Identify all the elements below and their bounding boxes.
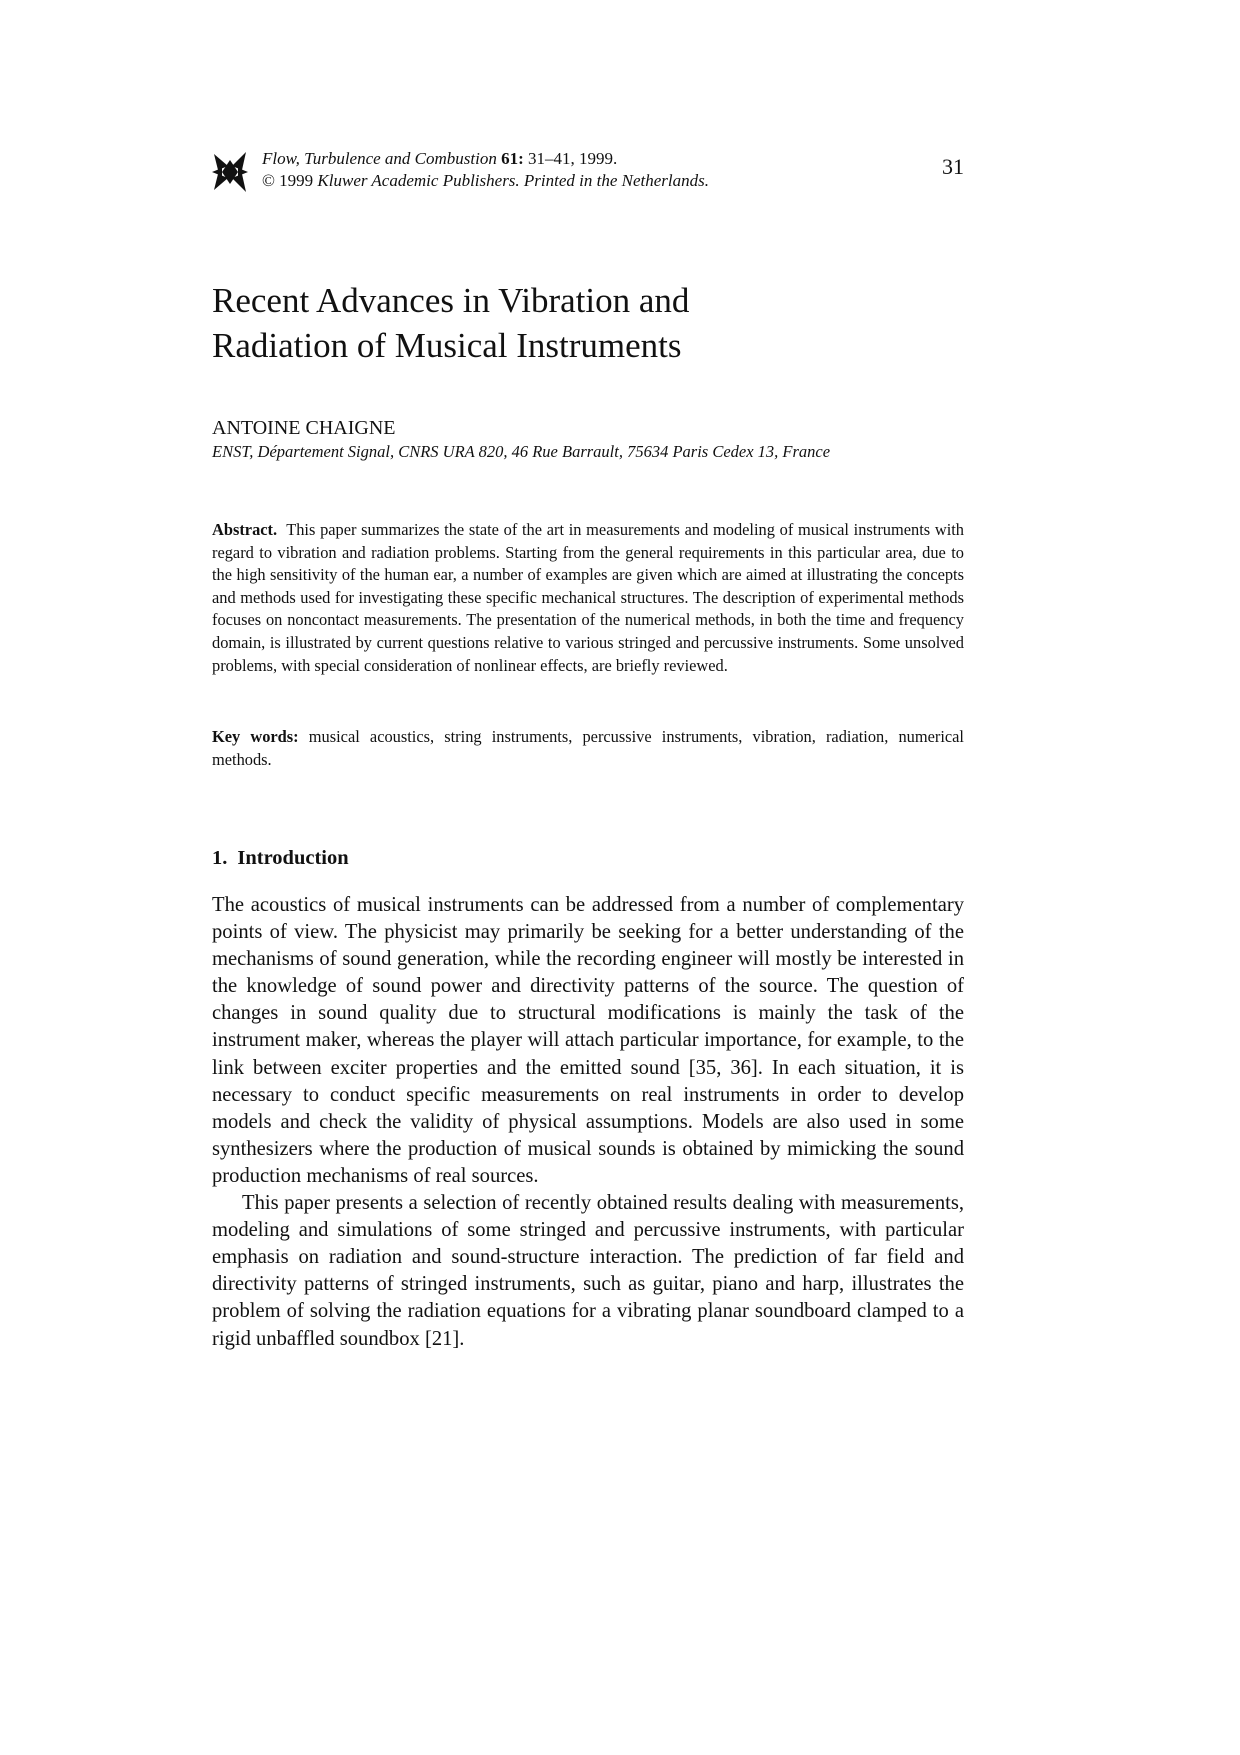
keywords [212,726,964,771]
section-title: Introduction [237,847,349,869]
copyright-year: 1999 [279,171,314,190]
journal-citation [262,148,709,192]
publisher-logo-icon [212,150,248,194]
section-heading [212,847,349,870]
journal-header [212,148,964,198]
journal-name: Flow, Turbulence and Combustion [262,149,497,168]
abstract-label: Abstract. [212,520,278,539]
author-name: ANTOINE CHAIGNE [212,417,396,439]
page-number: 31 [942,154,964,179]
paragraph: This paper presents a selection of recently obtained results dealing with measurements, modeling and simulations of some stringed and percussive instruments, with particular emphasis on radiation and sound-structure interaction. The prediction of far field and directivity patterns of stringed instruments, such as guitar, piano and harp, illustrates the problem of solving the radiation equations for a vibrating planar soundboard clamped to a rigid unbaffled soundbox [21]. [212,1192,964,1350]
section-number: 1. [212,847,228,869]
journal-line [262,148,709,170]
title-line-1: Recent Advances in Vibration and [212,281,690,320]
keywords-label: Key words: [212,727,299,746]
paper-title [212,278,972,368]
abstract-text: This paper summarizes the state of the art in measurements and modeling of musical instruments with regard to vibration and radiation problems. Starting from the general requirements in this particular area, due to the high sensitivity of the human ear, a number of examples are given which are aimed at illustrating the concepts and methods used for investigating these specific mechanical structures. The description of experimental methods focuses on noncontact measurements. The presentation of the numerical methods, in both the time and frequency domain, is illustrated by current questions relative to various stringed and percussive instruments. Some unsolved problems, with special consideration of nonlinear effects, are briefly reviewed. [212,520,964,675]
keywords-text: musical acoustics, string instruments, percussive instruments, vibration, radiation, numerical methods. [212,727,964,769]
journal-pages: 31–41, 1999. [528,149,618,168]
journal-volume: 61: [501,149,524,168]
author-affiliation: ENST, Département Signal, CNRS URA 820, 46 Rue Barrault, 75634 Paris Cedex 13, France [212,442,831,461]
introduction-body [212,892,964,1353]
title-line-2: Radiation of Musical Instruments [212,326,682,365]
printed-location: Printed in the Netherlands. [523,171,710,190]
paragraph: The acoustics of musical instruments can be addressed from a number of complementary points of view. The physicist may primarily be seeking for a better understanding of the mechanisms of sound generation, while the recording engineer will mostly be interested in the knowledge of sound power and directivity patterns of the source. The question of changes in sound quality due to structural modifications is mainly the task of the instrument maker, whereas the player will attach particular importance, for example, to the link between exciter properties and the emitted sound [35, 36]. In each situation, it is necessary to conduct specific measurements on real instruments in order to develop models and check the validity of physical assumptions. Models are also used in some synthesizers where the production of musical sounds is obtained by mimicking the sound production mechanisms of real sources. [212,894,964,1187]
copyright-symbol: © [262,171,275,190]
publisher-name: Kluwer Academic Publishers. [317,171,520,190]
copyright-line [262,170,709,192]
abstract [212,519,964,677]
